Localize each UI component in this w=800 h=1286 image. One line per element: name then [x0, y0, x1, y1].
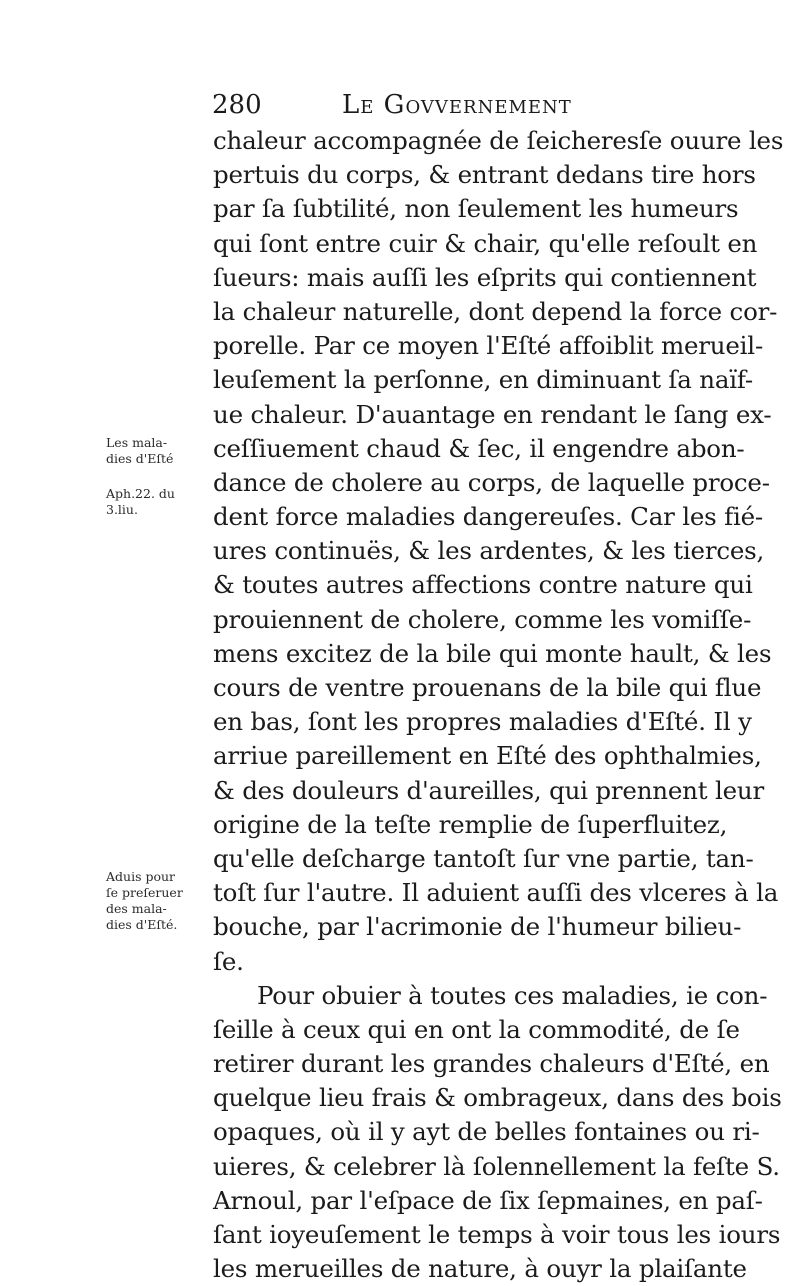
text-line: la chaleur naturelle, dont depend la force cor-: [213, 296, 778, 326]
text-line: en bas, ſont les propres maladies d'Eſté. Il y: [213, 707, 752, 737]
text-line: leuſement la perſonne, en diminuant ſa naïf-: [213, 365, 753, 395]
margin-note-line: ſe preſeruer: [106, 885, 183, 900]
text-line: ſueurs: mais auſſi les eſprits qui contiennent: [213, 262, 757, 292]
text-line: uieres, & celebrer là ſolennellement la feſte S.: [213, 1151, 780, 1181]
page-header: [212, 88, 602, 122]
text-line: pertuis du corps, & entrant dedans tire hors: [213, 160, 756, 190]
text-line: toſt ſur l'autre. Il aduient auſſi des vlceres à la: [213, 878, 779, 908]
text-line: porelle. Par ce moyen l'Eſté affoiblit merueil-: [213, 331, 764, 361]
text-line: ures continuës, & les ardentes, & les tierces,: [213, 536, 765, 566]
text-line: ſant ioyeuſement le temps à voir tous les iours: [213, 1220, 781, 1249]
text-line: & toutes autres affections contre nature qui: [213, 570, 753, 600]
running-title: Le Govvernement: [342, 90, 572, 120]
text-line: mens excitez de la bile qui monte hault, & les: [213, 638, 772, 668]
text-line: retirer durant les grandes chaleurs d'Eſté, en: [213, 1049, 770, 1079]
text-line: ſe.: [213, 946, 244, 976]
text-line: les merueilles de nature, à ouyr la plaiſante: [213, 1254, 747, 1284]
text-line: par ſa ſubtilité, non ſeulement les humeurs: [213, 194, 739, 224]
margin-note-line: Aph.22. du: [106, 486, 175, 501]
body-text: [213, 124, 784, 1286]
margin-note-line: Les mala-: [106, 435, 168, 450]
margin-note-line: dies d'Eſté: [106, 451, 174, 466]
text-line: opaques, où il y ayt de belles fontaines ou ri-: [213, 1117, 760, 1147]
text-line: bouche, par l'acrimonie de l'humeur bilieu-: [213, 912, 742, 942]
text-line: cours de ventre prouenans de la bile qui flue: [213, 673, 762, 702]
text-line: dance de cholere au corps, de laquelle proce-: [213, 467, 770, 497]
text-line: quelque lieu frais & ombrageux, dans des bois: [213, 1083, 782, 1113]
text-line: chaleur accompagnée de ſeicheresſe ouure les: [213, 126, 784, 155]
text-line: ceſſiuement chaud & ſec, il engendre abon-: [213, 433, 745, 463]
text-line: Arnoul, par l'eſpace de ſix ſepmaines, en paſ-: [213, 1185, 763, 1215]
paragraph-first-line: Pour obuier à toutes ces maladies, ie con-: [257, 980, 768, 1010]
margin-note-summer-diseases: [106, 435, 206, 467]
text-line: ſeille à ceux qui en ont la commodité, de ſe: [213, 1014, 740, 1044]
margin-note-advice: [106, 869, 206, 933]
margin-note-line: 3.liu.: [106, 502, 138, 517]
margin-note-aphorism-reference: [106, 486, 206, 518]
text-line: dent force maladies dangereuſes. Car les fié-: [213, 502, 763, 532]
text-line: origine de la teſte remplie de ſuperfluitez,: [213, 809, 728, 839]
text-line: prouiennent de cholere, comme les vomiſſe-: [213, 604, 752, 634]
margin-note-line: Aduis pour: [106, 869, 176, 884]
text-line: & des douleurs d'aureilles, qui prennent leur: [213, 775, 764, 805]
text-line: arriue pareillement en Eſté des ophthalmies,: [213, 741, 762, 771]
page-number: 280: [212, 90, 262, 120]
text-line: qu'elle deſcharge tantoſt ſur vne partie, tan-: [213, 843, 754, 873]
text-line: ue chaleur. D'auantage en rendant le ſang ex-: [213, 399, 772, 429]
text-line: qui ſont entre cuir & chair, qu'elle reſoult en: [213, 228, 758, 258]
margin-note-line: des mala-: [106, 901, 167, 916]
margin-note-line: dies d'Eſté.: [106, 917, 178, 932]
